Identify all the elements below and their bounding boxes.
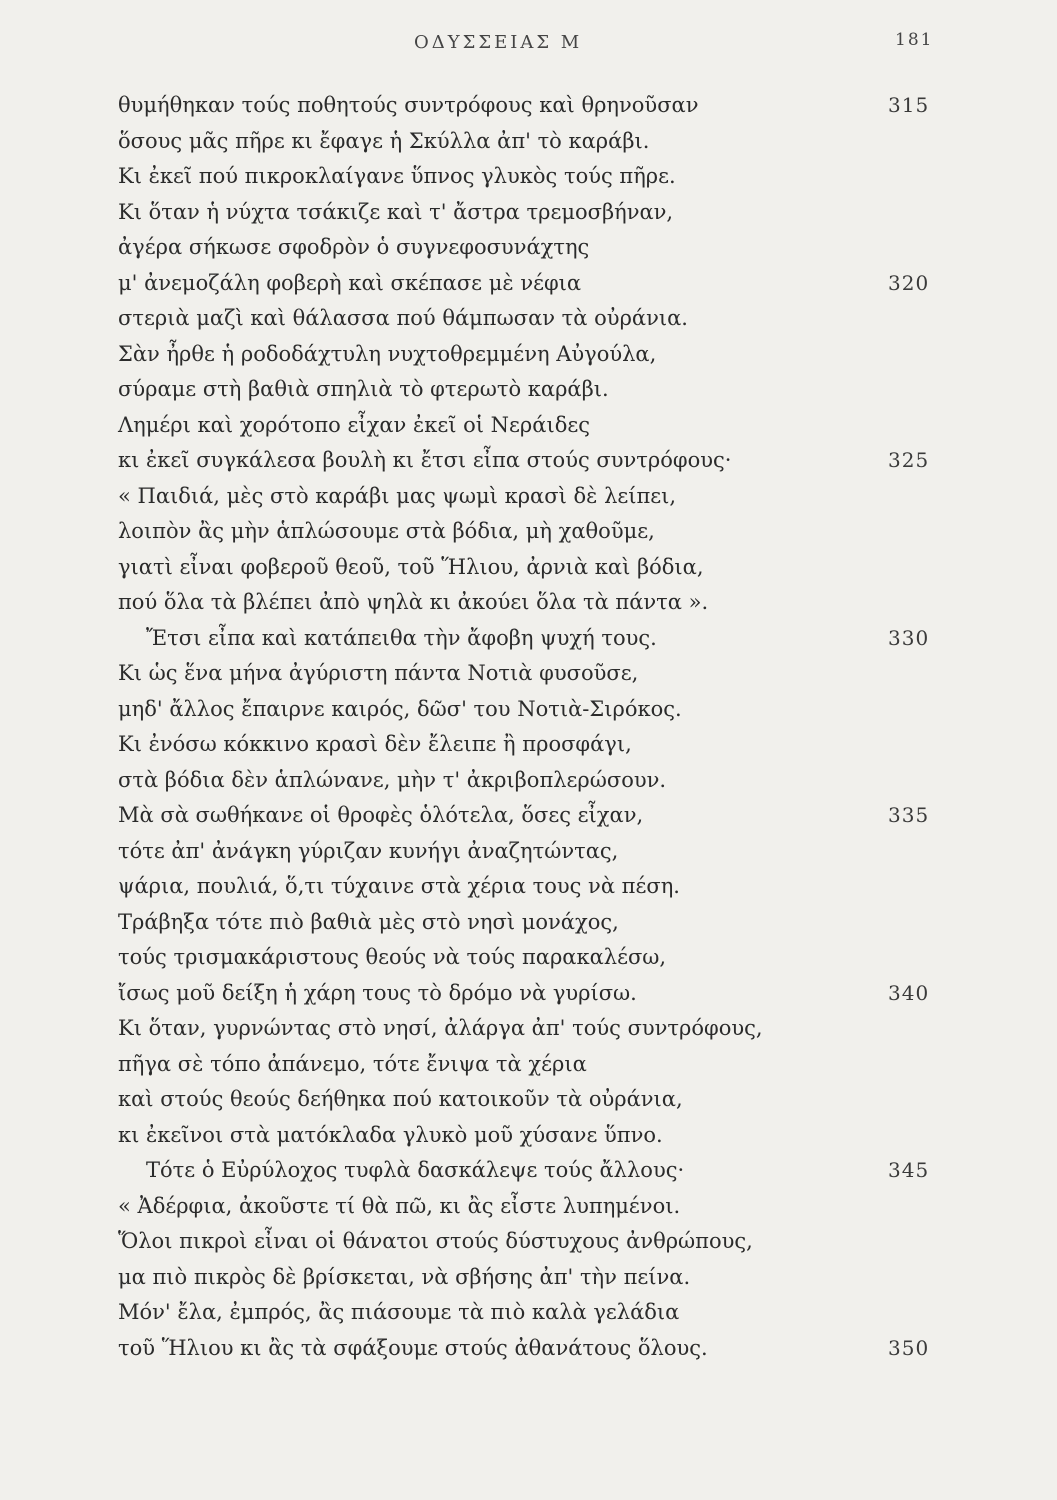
- verse-text: τότε ἀπ' ἀνάγκη γύριζαν κυνήγι ἀναζητώντας,: [118, 838, 619, 863]
- verse-text: κι ἐκεῖ συγκάλεσα βουλὴ κι ἔτσι εἶπα στούς συντρόφους·: [118, 448, 732, 472]
- verse-line: [0, 834, 1057, 870]
- verse-text: γιατὶ εἶναι φοβεροῦ θεοῦ, τοῦ Ἥλιου, ἀρνιὰ καὶ βόδια,: [118, 554, 704, 579]
- verse-line: [0, 230, 1057, 266]
- verse-text: ὅσους μᾶς πῆρε κι ἔφαγε ἡ Σκύλλα ἀπ' τὸ καράβι.: [118, 128, 650, 153]
- line-number: 320: [888, 270, 930, 295]
- verse-line: [0, 905, 1057, 941]
- verse-text: Ἔτσι εἶπα καὶ κατάπειθα τὴν ἄφοβη ψυχή τους.: [146, 625, 657, 650]
- line-number: 330: [888, 625, 930, 650]
- verse-line: [0, 1118, 1057, 1154]
- verse-line: [0, 869, 1057, 905]
- verse-text: Λημέρι καὶ χορότοπο εἶχαν ἐκεῖ οἱ Νεράιδες: [118, 412, 590, 437]
- verse-line: [0, 1189, 1057, 1225]
- verse-text: καὶ στούς θεούς δεήθηκα πού κατοικοῦν τὰ οὐράνια,: [118, 1087, 683, 1111]
- line-number: 345: [888, 1158, 930, 1182]
- verse-line: [0, 763, 1057, 799]
- verse-text: κι ἐκεῖνοι στὰ ματόκλαδα γλυκὸ μοῦ χύσανε ὕπνο.: [118, 1122, 663, 1147]
- verse-text: λοιπὸν ἂς μὴν ἁπλώσουμε στὰ βόδια, μὴ χαθοῦμε,: [118, 519, 655, 543]
- verse-text: Κι ἐκεῖ πού πικροκλαίγανε ὕπνος γλυκὸς τούς πῆρε.: [118, 164, 676, 188]
- verse-text: ψάρια, πουλιά, ὅ,τι τύχαινε στὰ χέρια τους νὰ πέση.: [118, 874, 680, 898]
- verse-text: Κι ὅταν ἡ νύχτα τσάκιζε καὶ τ' ἄστρα τρεμοσβήναν,: [118, 199, 674, 224]
- verse-text: ἀγέρα σήκωσε σφοδρὸν ὁ συγνεφοσυνάχτης: [118, 235, 590, 259]
- running-title: ΟΔΥΣΣΕΙΑΣ Μ: [414, 32, 583, 53]
- verse-text: Σὰν ἦρθε ἡ ροδοδάχτυλη νυχτοθρεμμένη Αὐγούλα,: [118, 341, 657, 366]
- verse-text: τούς τρισμακάριστους θεούς νὰ τούς παρακαλέσω,: [118, 945, 667, 969]
- verse-text: ἴσως μοῦ δείξη ἡ χάρη τους τὸ δρόμο νὰ γυρίσω.: [118, 980, 637, 1005]
- verse-line: [0, 1224, 1057, 1260]
- verse-line: [0, 1295, 1057, 1331]
- line-number: 325: [888, 448, 930, 472]
- line-number: 350: [888, 1335, 930, 1360]
- line-number: 340: [888, 980, 930, 1005]
- verse-line: [0, 1331, 1057, 1367]
- verse-line: [0, 940, 1057, 976]
- verse-line: [0, 372, 1057, 408]
- verse-line: [0, 408, 1057, 444]
- page-header: [0, 24, 1057, 64]
- verse-text: Μόν' ἔλα, ἐμπρός, ἂς πιάσουμε τὰ πιὸ καλὰ γελάδια: [118, 1300, 680, 1324]
- verse-text: σύραμε στὴ βαθιὰ σπηλιὰ τὸ φτερωτὸ καράβι.: [118, 377, 609, 401]
- verse-text: Ὅλοι πικροὶ εἶναι οἱ θάνατοι στούς δύστυχους ἀνθρώπους,: [118, 1229, 753, 1253]
- verse-text: « Παιδιά, μὲς στὸ καράβι μας ψωμὶ κρασὶ δὲ λείπει,: [118, 483, 677, 508]
- verse-text: πού ὅλα τὰ βλέπει ἀπὸ ψηλὰ κι ἀκούει ὅλα τὰ πάντα ».: [118, 590, 709, 614]
- verse-line: [0, 727, 1057, 763]
- verse-text: Μὰ σὰ σωθήκανε οἱ θροφὲς ὁλότελα, ὅσες εἶχαν,: [118, 803, 644, 827]
- page-number: 181: [895, 30, 934, 50]
- verse-line: [0, 798, 1057, 834]
- verse-line: [0, 195, 1057, 231]
- verse-text: Κι ὅταν, γυρνώντας στὸ νησί, ἀλάργα ἀπ' τούς συντρόφους,: [118, 1016, 763, 1040]
- verse-line: [0, 1082, 1057, 1118]
- verse-line: [0, 1047, 1057, 1083]
- verse-text: Κι ὡς ἕνα μήνα ἀγύριστη πάντα Νοτιὰ φυσοῦσε,: [118, 661, 639, 685]
- verse-line: [0, 1153, 1057, 1189]
- verse-text: μ' ἀνεμοζάλη φοβερὴ καὶ σκέπασε μὲ νέφια: [118, 270, 582, 295]
- verse-line: [0, 337, 1057, 373]
- verse-line: [0, 1011, 1057, 1047]
- verse-text: Τράβηξα τότε πιὸ βαθιὰ μὲς στὸ νησὶ μονάχος,: [118, 909, 619, 934]
- verse-text: μηδ' ἄλλος ἔπαιρνε καιρός, δῶσ' του Νοτιὰ-Σιρόκος.: [118, 696, 682, 721]
- verse-text: θυμήθηκαν τούς ποθητούς συντρόφους καὶ θρηνοῦσαν: [118, 93, 699, 117]
- verse-line: [0, 621, 1057, 657]
- verse-line: [0, 301, 1057, 337]
- line-number: 335: [888, 803, 930, 827]
- verse-text: στὰ βόδια δὲν ἁπλώνανε, μὴν τ' ἀκριβοπλερώσουν.: [118, 767, 667, 792]
- verse-text: « Ἀδέρφια, ἀκοῦστε τί θὰ πῶ, κι ἂς εἶστε λυπημένοι.: [118, 1193, 681, 1218]
- verse-line: [0, 266, 1057, 302]
- verse-text: μα πιὸ πικρὸς δὲ βρίσκεται, νὰ σβήσης ἀπ' τὴν πείνα.: [118, 1264, 691, 1289]
- verse-line: [0, 585, 1057, 621]
- verse-line: [0, 124, 1057, 160]
- verse-text: Κι ἐνόσω κόκκινο κρασὶ δὲν ἔλειπε ἢ προσφάγι,: [118, 732, 632, 756]
- verse-line: [0, 1260, 1057, 1296]
- verse-line: [0, 159, 1057, 195]
- verse-line: [0, 976, 1057, 1012]
- verse-text: Τότε ὁ Εὐρύλοχος τυφλὰ δασκάλεψε τούς ἄλλους·: [146, 1158, 685, 1182]
- line-number: 315: [888, 93, 930, 117]
- verse-text: πῆγα σὲ τόπο ἀπάνεμο, τότε ἔνιψα τὰ χέρια: [118, 1051, 587, 1076]
- verse-line: [0, 479, 1057, 515]
- verse-line: [0, 514, 1057, 550]
- verse-line: [0, 88, 1057, 124]
- verse-line: [0, 443, 1057, 479]
- verse-body: [0, 88, 1057, 1366]
- verse-text: στεριὰ μαζὶ καὶ θάλασσα πού θάμπωσαν τὰ οὐράνια.: [118, 306, 688, 330]
- verse-line: [0, 692, 1057, 728]
- verse-text: τοῦ Ἥλιου κι ἂς τὰ σφάξουμε στούς ἀθανάτους ὅλους.: [118, 1335, 708, 1360]
- verse-line: [0, 550, 1057, 586]
- verse-line: [0, 656, 1057, 692]
